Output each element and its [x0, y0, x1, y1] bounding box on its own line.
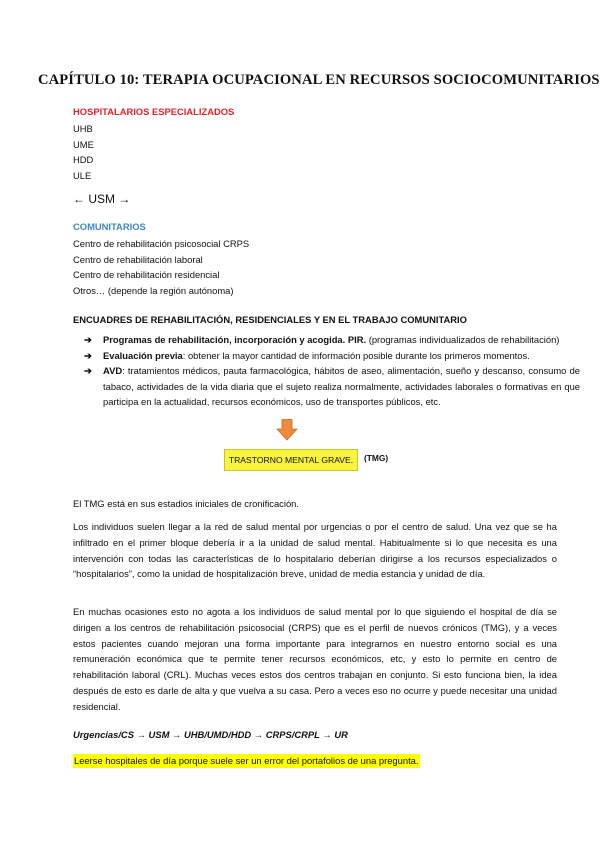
- bullet-item: [84, 348, 580, 364]
- comunitarios-list: [73, 236, 249, 298]
- arrow-bullet-icon: ➔: [84, 334, 92, 345]
- list-item: HDD: [73, 154, 94, 165]
- hospitalarios-list: [73, 121, 94, 183]
- list-item: Centro de rehabilitación residencial: [73, 269, 220, 280]
- arrow-bullet-icon: ➔: [84, 349, 92, 361]
- list-item: UME: [73, 138, 94, 150]
- comunitarios-heading: COMUNITARIOS: [73, 221, 146, 232]
- list-item: Centro de rehabilitación psicosocial CRPS: [73, 238, 250, 249]
- tmg-box: TRASTORNO MENTAL GRAVE.: [224, 449, 358, 471]
- paragraph: Los individuos suelen llegar a la red de salud mental por urgencias o por el centro de salud. Una vez que se ha infiltrado en el primer bloque debería ir a la unidad de salud mental. Habitualmente si lo que necesita es una intervención con todas las características de lo hospitalario deberían dirigirse a los recursos especializados o “hospitalarios”, como la unidad de hospitalización breve, unidad de media estancia y unidad de día.: [73, 521, 557, 580]
- bullet-text: (programas individualizados de rehabilitación): [366, 334, 560, 345]
- chapter-title: CAPÍTULO 10: TERAPIA OCUPACIONAL EN RECURSOS SOCIOCOMUNITARIOS: [38, 72, 600, 88]
- bullet-item: [84, 332, 580, 348]
- bullet-text: : tratamientos médicos, pauta farmacológica, hábitos de aseo, alimentación, sueño y descanso, consumo de tabaco, actividades de la vida diaria que el sujeto realiza normalmente, actividades laborales o formativas en que participa en la actualidad, recursos económicos, uso de transportes públicos, etc.: [103, 365, 580, 407]
- arrow-bullet-icon: ➔: [84, 365, 92, 376]
- list-item: UHB: [73, 123, 93, 134]
- list-item: Otros… (depende la región autónoma): [73, 284, 234, 296]
- usm-line: ← USM →: [73, 192, 131, 206]
- encuadres-heading: ENCUADRES DE REHABILITACIÓN, RESIDENCIALES Y EN EL TRABAJO COMUNITARIO: [73, 314, 467, 325]
- paragraph: En muchas ocasiones esto no agota a los individuos de salud mental por lo que siguiendo el hospital de día se dirigen a los centros de rehabilitación psicosocial (CRPS) que es el perfil de nuevos crónicos (TMG), y a veces estos pacientes cuando mejoran una forma importante para integrarnos en nuestro entorno social es una remuneración económica que te permite tener recursos económicos, etc, y esto lo permite en centro de rehabilitación laboral (CRL). Muchas veces estos dos centros trabajan en conjunto. Si esto funciona bien, la idea después de esto es darle de alta y que vuelva a su casa. Pero a veces eso no ocurre y puede necesitar una unidad residencial.: [73, 606, 557, 712]
- flow-sequence: Urgencias/CS → USM → UHB/UMD/HDD → CRPS/CRPL → UR: [73, 729, 348, 740]
- bullet-text: : obtener la mayor cantidad de información posible durante los primeros momentos.: [182, 349, 530, 361]
- down-arrow-shape: [277, 419, 297, 440]
- bullet-bold: AVD: [103, 365, 123, 376]
- bullet-bold: Programas de rehabilitación, incorporación y acogida. PIR.: [103, 334, 367, 345]
- bullet-list: [84, 332, 580, 410]
- bullet-item: [84, 363, 580, 410]
- down-arrow-icon: [276, 419, 298, 441]
- highlight-note: Leerse hospitales de día porque suele ser un error del portafolios de una pregunta.: [74, 755, 419, 766]
- tmg-tag: (TMG): [364, 453, 389, 463]
- list-item: ULE: [73, 169, 92, 181]
- hospitalarios-heading: HOSPITALARIOS ESPECIALIZADOS: [73, 106, 235, 117]
- paragraph: El TMG está en sus estadios iniciales de cronificación.: [73, 498, 299, 509]
- list-item: Centro de rehabilitación laboral: [73, 253, 203, 265]
- bullet-bold: Evaluación previa: [103, 349, 183, 361]
